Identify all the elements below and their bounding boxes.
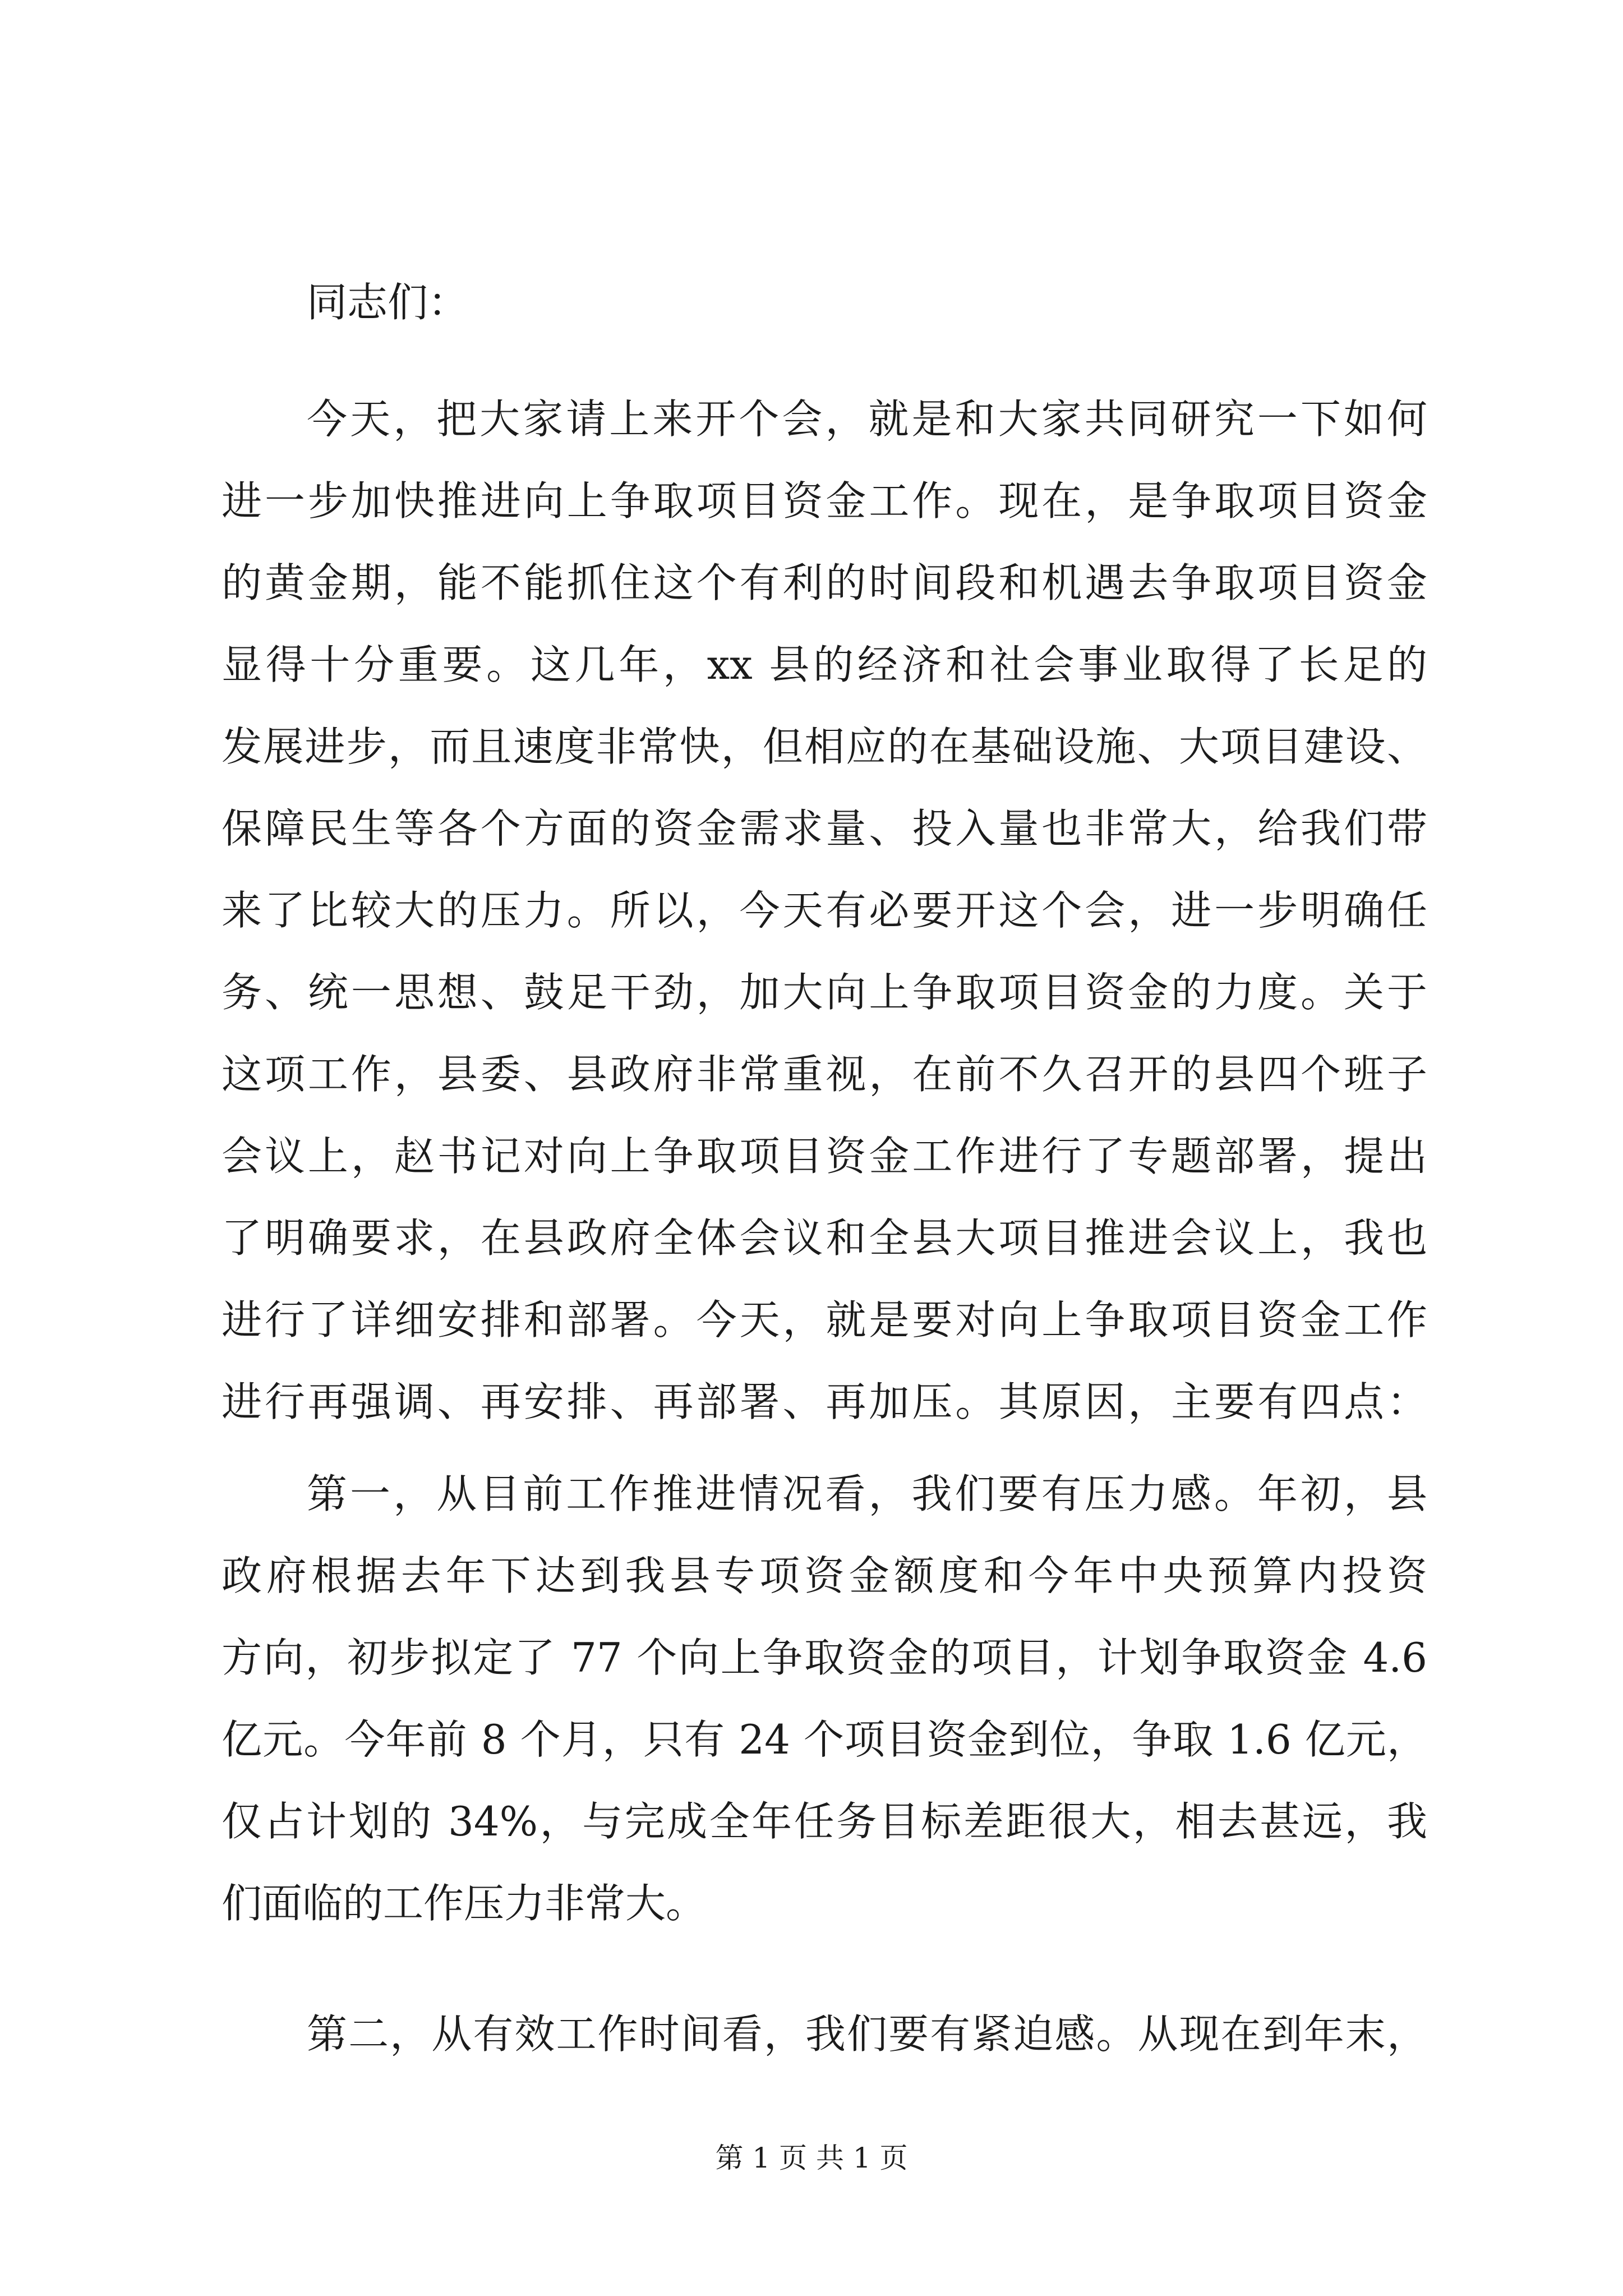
text-line: 显得十分重要。这几年，xx 县的经济和社会事业取得了长足的 bbox=[222, 641, 1427, 688]
text-line: 的黄金期，能不能抓住这个有利的时间段和机遇去争取项目资金 bbox=[222, 559, 1427, 606]
text-line: 政府根据去年下达到我县专项资金额度和今年中央预算内投资 bbox=[222, 1552, 1427, 1599]
text-line: 保障民生等各个方面的资金需求量、投入量也非常大，给我们带 bbox=[222, 805, 1427, 852]
text-line: 会议上，赵书记对向上争取项目资金工作进行了专题部署，提出 bbox=[222, 1133, 1427, 1180]
text-line: 亿元。今年前 8 个月，只有 24 个项目资金到位，争取 1.6 亿元， bbox=[222, 1716, 1427, 1763]
text-line: 发展进步，而且速度非常快，但相应的在基础设施、大项目建设、 bbox=[222, 723, 1427, 770]
text-line: 第一，从目前工作推进情况看，我们要有压力感。年初，县 bbox=[307, 1470, 1427, 1517]
text-line: 进行再强调、再安排、再部署、再加压。其原因，主要有四点： bbox=[222, 1378, 1427, 1425]
text-line: 了明确要求，在县政府全体会议和全县大项目推进会议上，我也 bbox=[222, 1214, 1427, 1262]
text-line: 们面临的工作压力非常大。 bbox=[222, 1880, 707, 1927]
text-line: 这项工作，县委、县政府非常重视，在前不久召开的县四个班子 bbox=[222, 1051, 1427, 1098]
salutation bbox=[222, 261, 1427, 343]
paragraph-3 bbox=[222, 1993, 1427, 2075]
text-line: 进行了详细安排和部署。今天，就是要对向上争取项目资金工作 bbox=[222, 1296, 1427, 1343]
text-line: 第二，从有效工作时间看，我们要有紧迫感。从现在到年末， bbox=[307, 2010, 1427, 2058]
text-line: 方向，初步拟定了 77 个向上争取资金的项目，计划争取资金 4.6 bbox=[222, 1634, 1427, 1681]
text-line: 仅占计划的 34%，与完成全年任务目标差距很大，相去甚远，我 bbox=[222, 1798, 1427, 1845]
paragraph-2 bbox=[222, 1453, 1427, 1944]
salutation-text: 同志们： bbox=[307, 279, 469, 326]
page-footer: 第 1 页 共 1 页 bbox=[715, 2142, 908, 2174]
text-line: 今天，把大家请上来开个会，就是和大家共同研究一下如何 bbox=[307, 395, 1427, 443]
text-line: 来了比较大的压力。所以，今天有必要开这个会，进一步明确任 bbox=[222, 887, 1427, 934]
text-line: 进一步加快推进向上争取项目资金工作。现在，是争取项目资金 bbox=[222, 477, 1427, 524]
paragraph-1 bbox=[222, 378, 1427, 1443]
text-line: 务、统一思想、鼓足干劲，加大向上争取项目资金的力度。关于 bbox=[222, 969, 1427, 1016]
